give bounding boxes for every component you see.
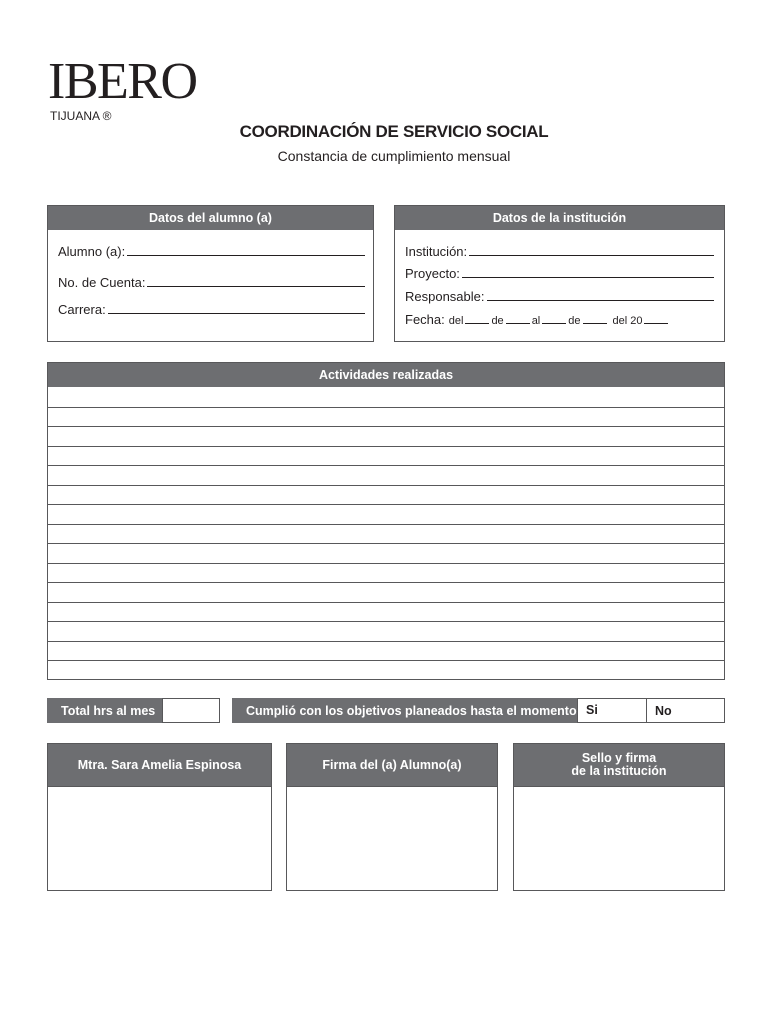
actividad-row[interactable]	[48, 582, 724, 602]
actividad-row[interactable]	[48, 641, 724, 661]
total-hrs-input[interactable]	[162, 698, 220, 723]
responsable-field[interactable]	[405, 289, 714, 304]
cuenta-label: No. de Cuenta:	[58, 275, 146, 290]
alumno-section	[47, 205, 374, 342]
actividad-row[interactable]	[48, 485, 724, 505]
carrera-line[interactable]	[108, 313, 365, 314]
carrera-label: Carrera:	[58, 302, 106, 317]
alumno-name-field[interactable]	[58, 244, 365, 259]
fecha-year-blank[interactable]	[644, 323, 668, 324]
institucion-line[interactable]	[469, 255, 714, 256]
actividad-row[interactable]	[48, 407, 724, 427]
institucion-seal-box	[513, 743, 725, 891]
fecha-al-label: al	[531, 315, 541, 327]
seal-header-line-1: Sello y firma	[581, 751, 657, 765]
logo-wordmark: IBERO	[48, 53, 197, 110]
objetivos-no-option[interactable]: No	[646, 698, 725, 723]
actividades-header: Actividades realizadas	[48, 363, 724, 387]
logo-subtitle: TIJUANA ®	[50, 109, 112, 123]
responsable-line[interactable]	[487, 300, 715, 301]
alumno-signature-header: Firma del (a) Alumno(a)	[287, 744, 497, 786]
page-title: COORDINACIÓN DE SERVICIO SOCIAL	[239, 122, 549, 141]
actividad-row[interactable]	[48, 446, 724, 466]
fecha-field[interactable]	[405, 312, 670, 327]
proyecto-line[interactable]	[462, 277, 714, 278]
institucion-seal-area[interactable]	[514, 786, 724, 890]
fecha-month-end-blank[interactable]	[583, 323, 607, 324]
actividad-row[interactable]	[48, 543, 724, 563]
actividad-row[interactable]	[48, 660, 724, 680]
actividad-row[interactable]	[48, 426, 724, 446]
fecha-label: Fecha:	[405, 312, 445, 327]
fecha-month-start-blank[interactable]	[506, 323, 530, 324]
ibero-logo	[48, 53, 197, 123]
responsable-label: Responsable:	[405, 289, 485, 304]
objetivos-si-option[interactable]: Si	[577, 698, 647, 723]
institucion-seal-header	[514, 744, 724, 786]
alumno-name-line[interactable]	[127, 255, 365, 256]
seal-header-line-2: de la institución	[571, 764, 667, 778]
coordinadora-signature-box	[47, 743, 272, 891]
proyecto-label: Proyecto:	[405, 266, 460, 281]
actividad-row[interactable]	[48, 524, 724, 544]
actividad-row[interactable]	[48, 387, 724, 407]
fecha-de-label: de	[491, 315, 504, 327]
actividad-row[interactable]	[48, 563, 724, 583]
carrera-field[interactable]	[58, 302, 365, 317]
actividades-section	[47, 362, 725, 680]
alumno-signature-area[interactable]	[287, 786, 497, 890]
actividad-row[interactable]	[48, 504, 724, 524]
actividad-row[interactable]	[48, 621, 724, 641]
actividad-row[interactable]	[48, 465, 724, 485]
alumno-name-label: Alumno (a):	[58, 244, 126, 259]
institucion-label: Institución:	[405, 244, 468, 259]
coordinadora-signature-area[interactable]	[48, 786, 271, 890]
coordinadora-name: Mtra. Sara Amelia Espinosa	[48, 744, 271, 786]
fecha-day-end-blank[interactable]	[542, 323, 566, 324]
page-subtitle: Constancia de cumplimiento mensual	[277, 148, 511, 164]
cuenta-field[interactable]	[58, 275, 365, 290]
objetivos-label: Cumplió con los objetivos planeados hasta el momento	[232, 698, 578, 723]
alumno-section-header: Datos del alumno (a)	[48, 206, 373, 230]
institucion-section-header: Datos de la institución	[395, 206, 724, 230]
proyecto-field[interactable]	[405, 266, 714, 281]
alumno-signature-box	[286, 743, 498, 891]
institucion-section	[394, 205, 725, 342]
fecha-day-start-blank[interactable]	[465, 323, 489, 324]
institucion-field[interactable]	[405, 244, 714, 259]
actividades-rows	[48, 387, 724, 680]
total-hrs-label: Total hrs al mes	[47, 698, 163, 723]
cuenta-line[interactable]	[147, 286, 365, 287]
fecha-del-label: del	[448, 315, 464, 327]
actividad-row[interactable]	[48, 602, 724, 622]
fecha-year-label: del 20	[612, 315, 643, 327]
fecha-de-label-2: de	[568, 315, 581, 327]
